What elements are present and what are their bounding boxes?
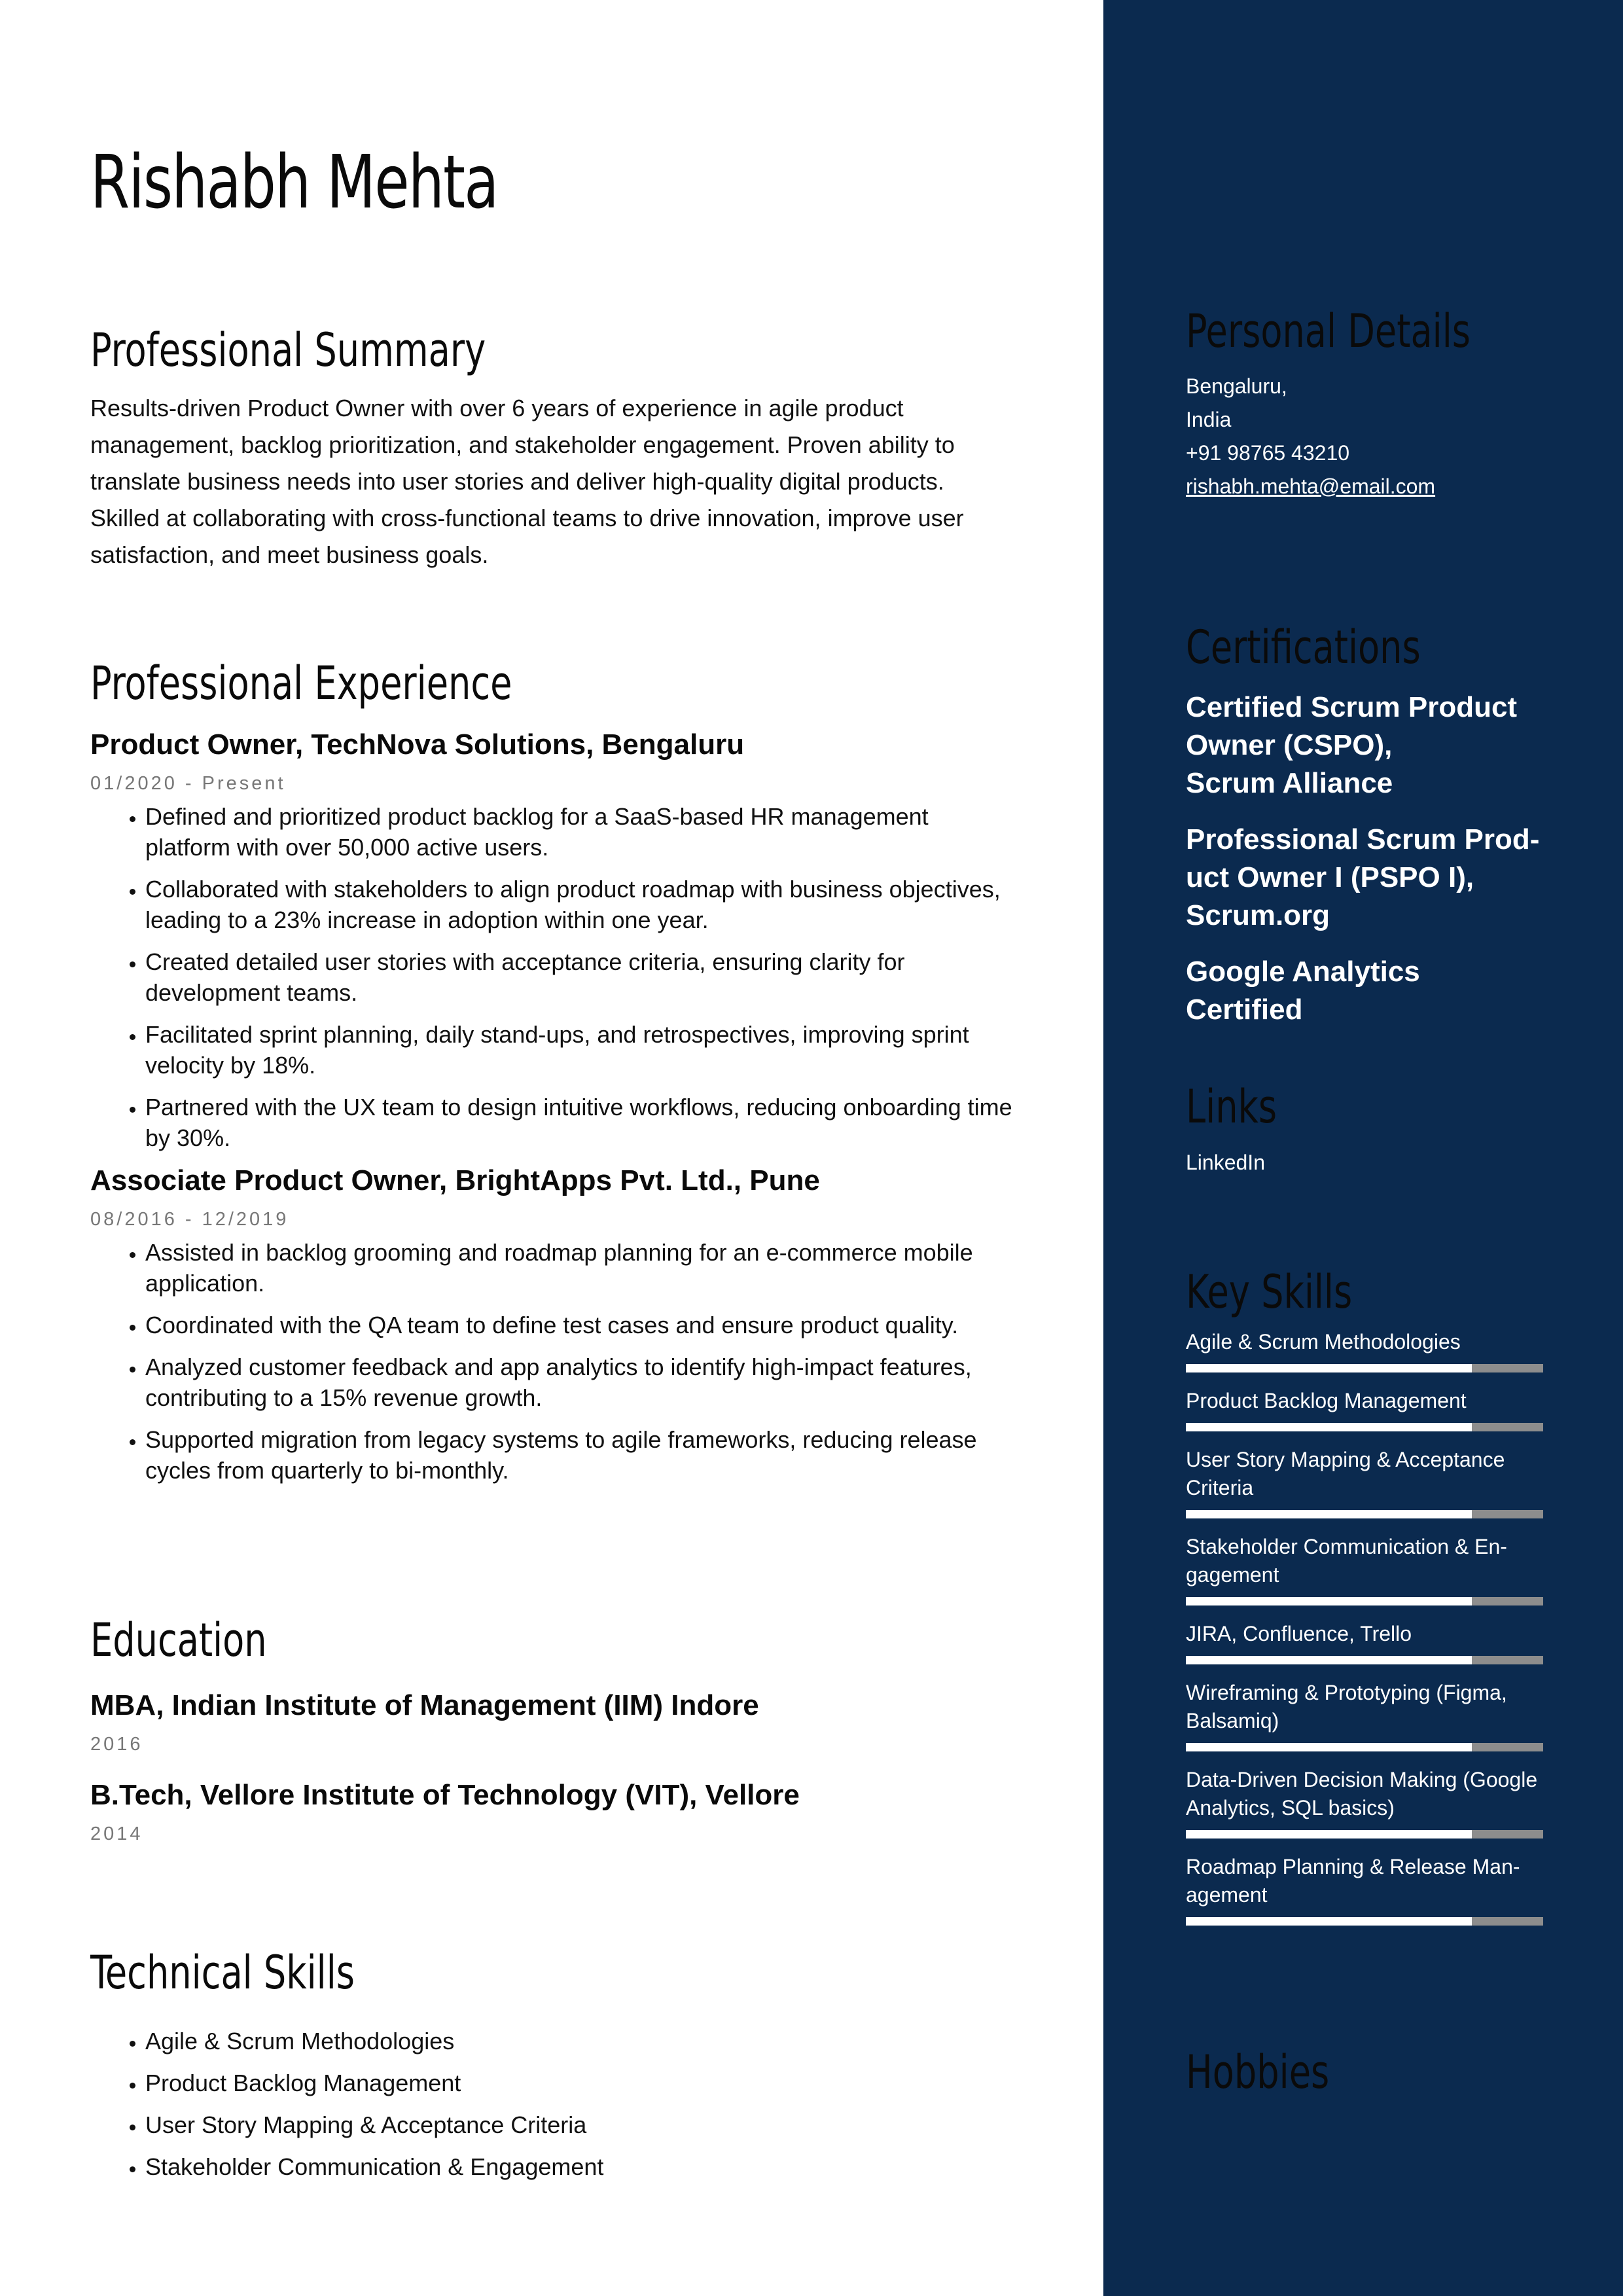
education-section bbox=[90, 1613, 1020, 1852]
list-item: • Stakeholder Communication & Engagement bbox=[145, 2151, 1020, 2182]
skill-item bbox=[1186, 1853, 1543, 1926]
certification-item bbox=[1186, 953, 1543, 1029]
list-item: • Partnered with the UX team to design intuitive workflows, reducing onboarding time by 30%. bbox=[145, 1092, 1020, 1153]
skill-bar bbox=[1186, 1423, 1543, 1431]
job-entry bbox=[90, 1164, 1020, 1486]
skill-name: Roadmap Planning & Release Man-agement bbox=[1186, 1855, 1520, 1907]
skill-bar-fill bbox=[1186, 1656, 1472, 1664]
experience-heading: Professional Experience bbox=[90, 656, 512, 710]
list-item: • Facilitated sprint planning, daily stand-ups, and retrospectives, improving sprint velocity by 18%. bbox=[145, 1019, 1020, 1081]
list-item: • Assisted in backlog grooming and roadmap planning for an e-commerce mobile application. bbox=[145, 1237, 1020, 1299]
certifications-section bbox=[1186, 620, 1543, 1047]
job-date: 01/2020 - Present bbox=[90, 773, 286, 794]
summary-section bbox=[90, 323, 1020, 573]
list-item: • Analyzed customer feedback and app analytics to identify high-impact features, contributing to a 15% revenue growth. bbox=[145, 1352, 1020, 1413]
skill-name: Data-Driven Decision Making (Google Analytics, SQL basics) bbox=[1186, 1768, 1538, 1820]
skill-name: Agile & Scrum Methodologies bbox=[1186, 1330, 1461, 1354]
technical-skills-section bbox=[90, 1946, 1020, 2193]
technical-skills-heading: Technical Skills bbox=[90, 1946, 355, 2000]
hobbies-section bbox=[1186, 2045, 1543, 2099]
key-skills-list bbox=[1186, 1328, 1543, 1926]
skill-bar bbox=[1186, 1597, 1543, 1605]
degree-year: 2014 bbox=[90, 1823, 143, 1844]
skill-name: Wireframing & Prototyping (Figma, Balsamiq) bbox=[1186, 1681, 1507, 1732]
education-heading: Education bbox=[90, 1613, 267, 1667]
list-item: • Agile & Scrum Methodologies bbox=[145, 2026, 1020, 2056]
certification-line: Owner (CSPO), bbox=[1186, 729, 1393, 761]
country: India bbox=[1186, 408, 1232, 431]
skill-name: Stakeholder Communication & En-gagement bbox=[1186, 1535, 1507, 1587]
skill-bar-fill bbox=[1186, 1917, 1472, 1926]
phone: +91 98765 43210 bbox=[1186, 441, 1350, 465]
skill-bar bbox=[1186, 1364, 1543, 1372]
list-item: • Product Backlog Management bbox=[145, 2068, 1020, 2098]
job-bullets bbox=[90, 1237, 1020, 1486]
certification-line: uct Owner I (PSPO I), bbox=[1186, 861, 1474, 893]
certification-line: Professional Scrum Prod- bbox=[1186, 823, 1540, 855]
skill-item bbox=[1186, 1446, 1543, 1518]
certification-line: Scrum.org bbox=[1186, 899, 1330, 931]
degree-title: MBA, Indian Institute of Management (IIM) Indore bbox=[90, 1689, 759, 1721]
certification-item bbox=[1186, 821, 1543, 935]
skill-item bbox=[1186, 1533, 1543, 1605]
degree-year: 2016 bbox=[90, 1734, 143, 1755]
list-item: • Coordinated with the QA team to define test cases and ensure product quality. bbox=[145, 1310, 1020, 1340]
job-date: 08/2016 - 12/2019 bbox=[90, 1209, 289, 1230]
skill-item bbox=[1186, 1387, 1543, 1431]
job-bullets bbox=[90, 801, 1020, 1153]
skill-item bbox=[1186, 1620, 1543, 1664]
list-item: • User Story Mapping & Acceptance Criteria bbox=[145, 2109, 1020, 2140]
skill-bar-fill bbox=[1186, 1830, 1472, 1839]
technical-skills-list bbox=[90, 2026, 1020, 2182]
job-entry bbox=[90, 728, 1020, 1153]
city: Bengaluru, bbox=[1186, 374, 1287, 398]
certification-line: Google Analytics Certified bbox=[1186, 956, 1420, 1026]
email-link[interactable]: rishabh.mehta@email.com bbox=[1186, 475, 1436, 498]
skill-bar bbox=[1186, 1656, 1543, 1664]
certification-item bbox=[1186, 689, 1543, 802]
list-item: • Defined and prioritized product backlog for a SaaS-based HR management platform with over 50,000 active users. bbox=[145, 801, 1020, 863]
skill-item bbox=[1186, 1766, 1543, 1839]
education-entry bbox=[90, 1779, 1020, 1845]
key-skills-section bbox=[1186, 1265, 1543, 1940]
hobbies-heading: Hobbies bbox=[1186, 2045, 1330, 2099]
education-entry bbox=[90, 1689, 1020, 1755]
links-section bbox=[1186, 1080, 1543, 1175]
linkedin-link[interactable]: LinkedIn bbox=[1186, 1151, 1265, 1174]
experience-section bbox=[90, 656, 1020, 1497]
certification-line: Scrum Alliance bbox=[1186, 767, 1393, 799]
skill-bar-fill bbox=[1186, 1743, 1472, 1751]
skill-name: JIRA, Confluence, Trello bbox=[1186, 1622, 1412, 1645]
job-title: Product Owner, TechNova Solutions, Bengaluru bbox=[90, 728, 745, 761]
list-item: • Collaborated with stakeholders to align product roadmap with business objectives, leading to a 23% increase in adoption within one year. bbox=[145, 874, 1020, 935]
candidate-name: Rishabh Mehta bbox=[90, 140, 498, 225]
certifications-heading: Certifications bbox=[1186, 620, 1421, 674]
list-item: • Supported migration from legacy systems to agile frameworks, reducing release cycles from quarterly to bi-monthly. bbox=[145, 1424, 1020, 1486]
skill-bar bbox=[1186, 1743, 1543, 1751]
skill-bar bbox=[1186, 1830, 1543, 1839]
skill-bar-fill bbox=[1186, 1597, 1472, 1605]
skill-name: User Story Mapping & Acceptance Criteria bbox=[1186, 1448, 1505, 1499]
degree-title: B.Tech, Vellore Institute of Technology (VIT), Vellore bbox=[90, 1779, 800, 1811]
links-heading: Links bbox=[1186, 1080, 1277, 1134]
summary-text: Results-driven Product Owner with over 6 years of experience in agile product management, backlog prioritization, and stakeholder engagement. Proven ability to translate business needs into user stories and deliver high-quality digital products. Skilled at collaborating with cross-functional teams to drive innovation, improve user satisfaction, and meet business goals. bbox=[90, 395, 964, 568]
key-skills-heading: Key Skills bbox=[1186, 1265, 1353, 1319]
job-title: Associate Product Owner, BrightApps Pvt. Ltd., Pune bbox=[90, 1164, 820, 1196]
personal-details-heading: Personal Details bbox=[1186, 304, 1471, 358]
skill-name: Product Backlog Management bbox=[1186, 1389, 1467, 1412]
certification-line: Certified Scrum Product bbox=[1186, 691, 1518, 723]
personal-details-section bbox=[1186, 304, 1543, 503]
summary-heading: Professional Summary bbox=[90, 323, 486, 377]
skill-bar-fill bbox=[1186, 1423, 1472, 1431]
skill-bar-fill bbox=[1186, 1510, 1472, 1518]
list-item: • Created detailed user stories with acceptance criteria, ensuring clarity for development teams. bbox=[145, 946, 1020, 1008]
skill-bar-fill bbox=[1186, 1364, 1472, 1372]
skill-bar bbox=[1186, 1510, 1543, 1518]
skill-item bbox=[1186, 1328, 1543, 1372]
skill-bar bbox=[1186, 1917, 1543, 1926]
skill-item bbox=[1186, 1679, 1543, 1751]
